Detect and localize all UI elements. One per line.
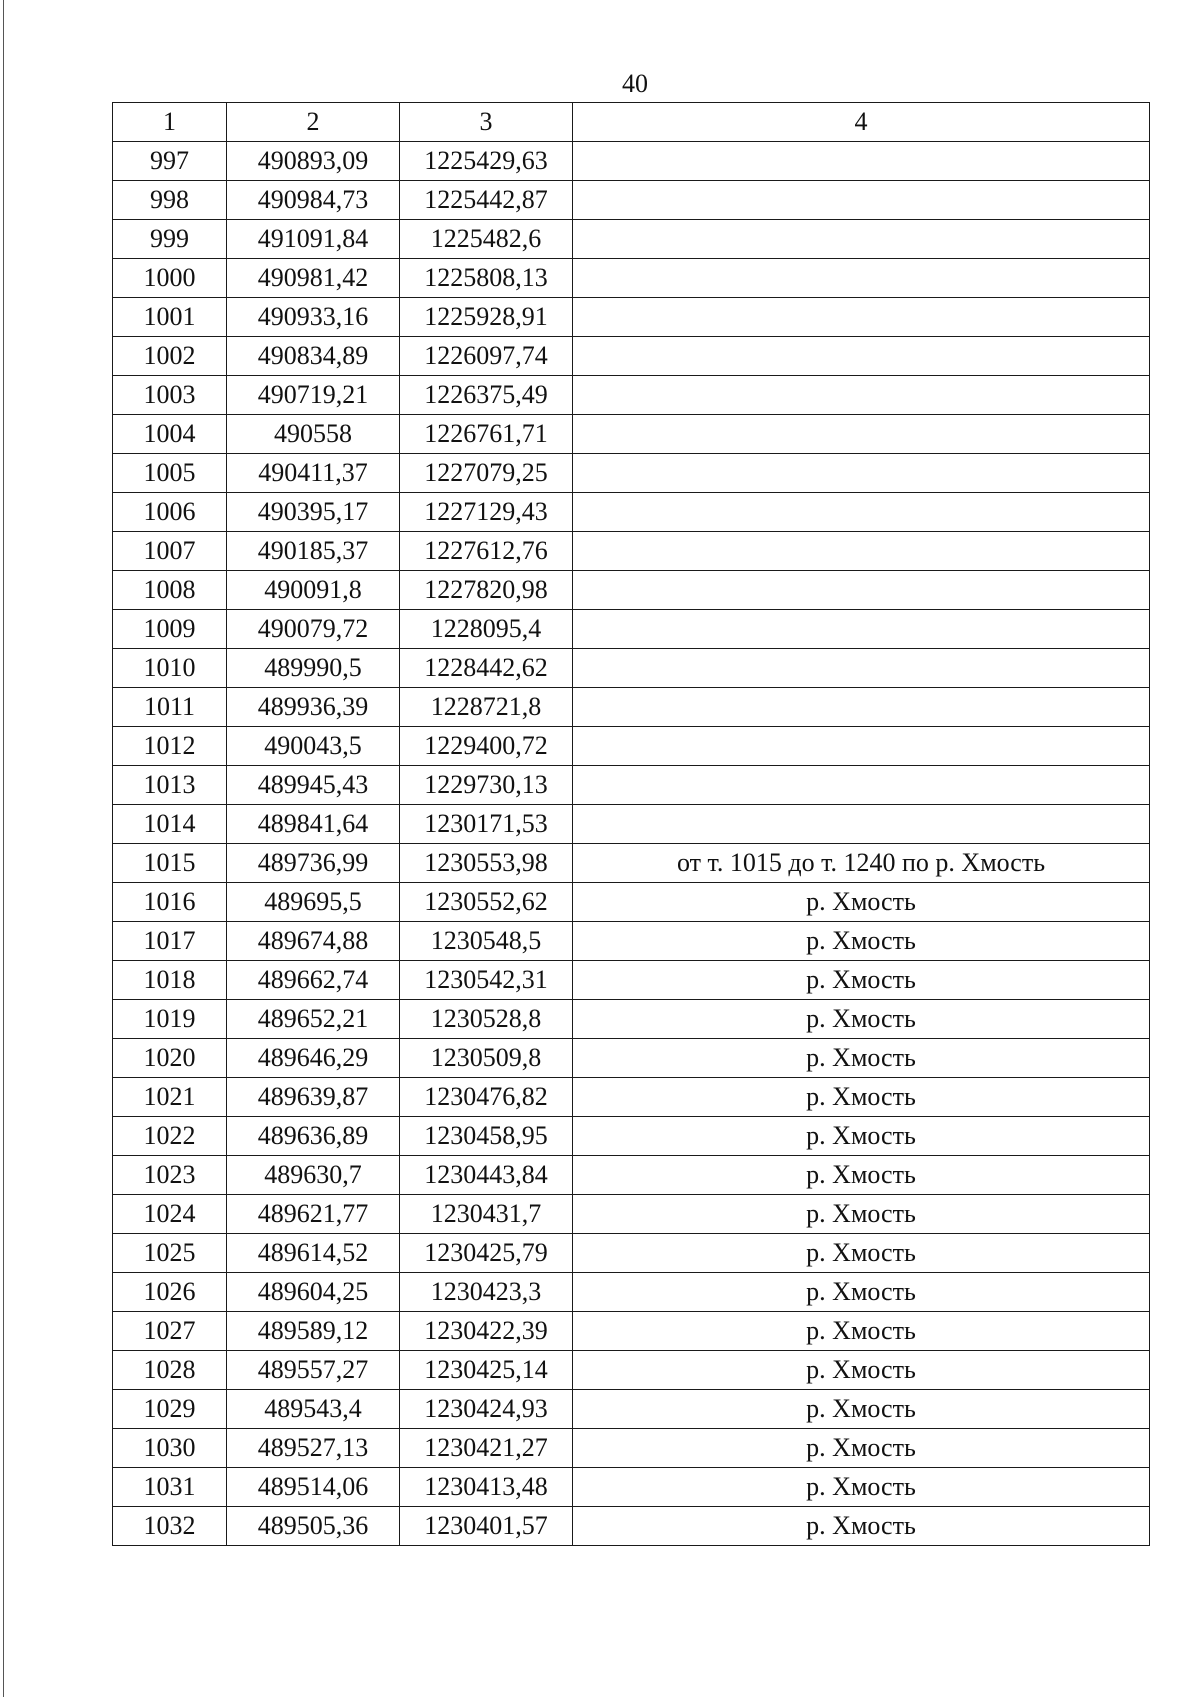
- description-cell: [573, 181, 1150, 220]
- x-coordinate-cell: 489936,39: [227, 688, 400, 727]
- column-header: 2: [227, 103, 400, 142]
- point-number-cell: 1031: [113, 1468, 227, 1507]
- table-header-row: [113, 103, 1150, 142]
- table-row: [113, 844, 1150, 883]
- table-body: [113, 142, 1150, 1546]
- point-number-cell: 1008: [113, 571, 227, 610]
- y-coordinate-cell: 1225482,6: [400, 220, 573, 259]
- x-coordinate-cell: 490719,21: [227, 376, 400, 415]
- coordinates-table: [112, 102, 1150, 1546]
- y-coordinate-cell: 1230443,84: [400, 1156, 573, 1195]
- y-coordinate-cell: 1230528,8: [400, 1000, 573, 1039]
- table-row: [113, 727, 1150, 766]
- point-number-cell: 1017: [113, 922, 227, 961]
- description-cell: р. Хмость: [573, 1468, 1150, 1507]
- y-coordinate-cell: 1230542,31: [400, 961, 573, 1000]
- x-coordinate-cell: 489505,36: [227, 1507, 400, 1546]
- x-coordinate-cell: 491091,84: [227, 220, 400, 259]
- point-number-cell: 1004: [113, 415, 227, 454]
- table-row: [113, 1117, 1150, 1156]
- y-coordinate-cell: 1225442,87: [400, 181, 573, 220]
- table-row: [113, 220, 1150, 259]
- x-coordinate-cell: 489630,7: [227, 1156, 400, 1195]
- description-cell: р. Хмость: [573, 1273, 1150, 1312]
- x-coordinate-cell: 489589,12: [227, 1312, 400, 1351]
- point-number-cell: 1019: [113, 1000, 227, 1039]
- description-cell: [573, 376, 1150, 415]
- table-row: [113, 1234, 1150, 1273]
- y-coordinate-cell: 1230425,14: [400, 1351, 573, 1390]
- table-row: [113, 571, 1150, 610]
- table-row: [113, 1390, 1150, 1429]
- y-coordinate-cell: 1230171,53: [400, 805, 573, 844]
- y-coordinate-cell: 1230421,27: [400, 1429, 573, 1468]
- x-coordinate-cell: 489557,27: [227, 1351, 400, 1390]
- x-coordinate-cell: 490411,37: [227, 454, 400, 493]
- table-row: [113, 649, 1150, 688]
- x-coordinate-cell: 490558: [227, 415, 400, 454]
- table-row: [113, 532, 1150, 571]
- x-coordinate-cell: 490893,09: [227, 142, 400, 181]
- y-coordinate-cell: 1230431,7: [400, 1195, 573, 1234]
- table-row: [113, 688, 1150, 727]
- x-coordinate-cell: 489695,5: [227, 883, 400, 922]
- table-row: [113, 1078, 1150, 1117]
- description-cell: р. Хмость: [573, 883, 1150, 922]
- table-row: [113, 922, 1150, 961]
- x-coordinate-cell: 489514,06: [227, 1468, 400, 1507]
- x-coordinate-cell: 489604,25: [227, 1273, 400, 1312]
- x-coordinate-cell: 489945,43: [227, 766, 400, 805]
- description-cell: [573, 259, 1150, 298]
- y-coordinate-cell: 1230413,48: [400, 1468, 573, 1507]
- x-coordinate-cell: 490091,8: [227, 571, 400, 610]
- x-coordinate-cell: 489639,87: [227, 1078, 400, 1117]
- x-coordinate-cell: 490834,89: [227, 337, 400, 376]
- point-number-cell: 1028: [113, 1351, 227, 1390]
- x-coordinate-cell: 490043,5: [227, 727, 400, 766]
- y-coordinate-cell: 1227079,25: [400, 454, 573, 493]
- y-coordinate-cell: 1230552,62: [400, 883, 573, 922]
- x-coordinate-cell: 489543,4: [227, 1390, 400, 1429]
- y-coordinate-cell: 1230476,82: [400, 1078, 573, 1117]
- y-coordinate-cell: 1227612,76: [400, 532, 573, 571]
- point-number-cell: 1006: [113, 493, 227, 532]
- y-coordinate-cell: 1230548,5: [400, 922, 573, 961]
- description-cell: р. Хмость: [573, 1078, 1150, 1117]
- description-cell: [573, 649, 1150, 688]
- description-cell: [573, 220, 1150, 259]
- point-number-cell: 1029: [113, 1390, 227, 1429]
- y-coordinate-cell: 1225429,63: [400, 142, 573, 181]
- y-coordinate-cell: 1228095,4: [400, 610, 573, 649]
- description-cell: [573, 571, 1150, 610]
- point-number-cell: 997: [113, 142, 227, 181]
- y-coordinate-cell: 1227129,43: [400, 493, 573, 532]
- y-coordinate-cell: 1230425,79: [400, 1234, 573, 1273]
- description-cell: р. Хмость: [573, 1507, 1150, 1546]
- table-row: [113, 1351, 1150, 1390]
- point-number-cell: 1023: [113, 1156, 227, 1195]
- description-cell: [573, 727, 1150, 766]
- description-cell: р. Хмость: [573, 1000, 1150, 1039]
- description-cell: [573, 532, 1150, 571]
- table-row: [113, 766, 1150, 805]
- x-coordinate-cell: 490185,37: [227, 532, 400, 571]
- table-row: [113, 1273, 1150, 1312]
- x-coordinate-cell: 489646,29: [227, 1039, 400, 1078]
- table-row: [113, 1507, 1150, 1546]
- x-coordinate-cell: 490395,17: [227, 493, 400, 532]
- description-cell: р. Хмость: [573, 1390, 1150, 1429]
- point-number-cell: 1002: [113, 337, 227, 376]
- y-coordinate-cell: 1230401,57: [400, 1507, 573, 1546]
- column-header: 3: [400, 103, 573, 142]
- x-coordinate-cell: 490984,73: [227, 181, 400, 220]
- table-row: [113, 454, 1150, 493]
- description-cell: р. Хмость: [573, 1312, 1150, 1351]
- description-cell: р. Хмость: [573, 1039, 1150, 1078]
- table-row: [113, 1156, 1150, 1195]
- description-cell: [573, 493, 1150, 532]
- y-coordinate-cell: 1230424,93: [400, 1390, 573, 1429]
- point-number-cell: 1012: [113, 727, 227, 766]
- column-header: 1: [113, 103, 227, 142]
- x-coordinate-cell: 489736,99: [227, 844, 400, 883]
- description-cell: [573, 298, 1150, 337]
- y-coordinate-cell: 1228721,8: [400, 688, 573, 727]
- point-number-cell: 1030: [113, 1429, 227, 1468]
- table-row: [113, 493, 1150, 532]
- point-number-cell: 1020: [113, 1039, 227, 1078]
- description-cell: р. Хмость: [573, 1195, 1150, 1234]
- x-coordinate-cell: 490981,42: [227, 259, 400, 298]
- description-cell: р. Хмость: [573, 1429, 1150, 1468]
- description-cell: [573, 415, 1150, 454]
- y-coordinate-cell: 1226761,71: [400, 415, 573, 454]
- y-coordinate-cell: 1230458,95: [400, 1117, 573, 1156]
- point-number-cell: 1003: [113, 376, 227, 415]
- x-coordinate-cell: 489621,77: [227, 1195, 400, 1234]
- table-row: [113, 298, 1150, 337]
- page-edge-line: [3, 0, 4, 1697]
- description-cell: [573, 805, 1150, 844]
- table-row: [113, 883, 1150, 922]
- x-coordinate-cell: 489652,21: [227, 1000, 400, 1039]
- point-number-cell: 1011: [113, 688, 227, 727]
- x-coordinate-cell: 489636,89: [227, 1117, 400, 1156]
- x-coordinate-cell: 489662,74: [227, 961, 400, 1000]
- y-coordinate-cell: 1229730,13: [400, 766, 573, 805]
- point-number-cell: 998: [113, 181, 227, 220]
- point-number-cell: 1027: [113, 1312, 227, 1351]
- y-coordinate-cell: 1228442,62: [400, 649, 573, 688]
- point-number-cell: 1009: [113, 610, 227, 649]
- column-header: 4: [573, 103, 1150, 142]
- point-number-cell: 1021: [113, 1078, 227, 1117]
- x-coordinate-cell: 489841,64: [227, 805, 400, 844]
- point-number-cell: 1014: [113, 805, 227, 844]
- point-number-cell: 1026: [113, 1273, 227, 1312]
- table-row: [113, 415, 1150, 454]
- table-row: [113, 1468, 1150, 1507]
- x-coordinate-cell: 489527,13: [227, 1429, 400, 1468]
- y-coordinate-cell: 1230553,98: [400, 844, 573, 883]
- table-row: [113, 1039, 1150, 1078]
- x-coordinate-cell: 489674,88: [227, 922, 400, 961]
- table-row: [113, 259, 1150, 298]
- y-coordinate-cell: 1230422,39: [400, 1312, 573, 1351]
- point-number-cell: 1018: [113, 961, 227, 1000]
- point-number-cell: 1007: [113, 532, 227, 571]
- table-row: [113, 181, 1150, 220]
- description-cell: р. Хмость: [573, 961, 1150, 1000]
- y-coordinate-cell: 1226097,74: [400, 337, 573, 376]
- x-coordinate-cell: 490933,16: [227, 298, 400, 337]
- table-row: [113, 610, 1150, 649]
- x-coordinate-cell: 489614,52: [227, 1234, 400, 1273]
- table-row: [113, 1429, 1150, 1468]
- point-number-cell: 1022: [113, 1117, 227, 1156]
- table-row: [113, 376, 1150, 415]
- point-number-cell: 1010: [113, 649, 227, 688]
- y-coordinate-cell: 1230509,8: [400, 1039, 573, 1078]
- description-cell: р. Хмость: [573, 1156, 1150, 1195]
- y-coordinate-cell: 1225928,91: [400, 298, 573, 337]
- point-number-cell: 1000: [113, 259, 227, 298]
- description-cell: р. Хмость: [573, 1117, 1150, 1156]
- y-coordinate-cell: 1229400,72: [400, 727, 573, 766]
- y-coordinate-cell: 1225808,13: [400, 259, 573, 298]
- description-cell: [573, 337, 1150, 376]
- table-row: [113, 1195, 1150, 1234]
- table-row: [113, 142, 1150, 181]
- description-cell: [573, 766, 1150, 805]
- description-cell: р. Хмость: [573, 1234, 1150, 1273]
- page-number: 40: [622, 69, 648, 98]
- description-cell: от т. 1015 до т. 1240 по р. Хмость: [573, 844, 1150, 883]
- description-cell: [573, 454, 1150, 493]
- y-coordinate-cell: 1230423,3: [400, 1273, 573, 1312]
- point-number-cell: 999: [113, 220, 227, 259]
- point-number-cell: 1032: [113, 1507, 227, 1546]
- point-number-cell: 1025: [113, 1234, 227, 1273]
- table-row: [113, 1000, 1150, 1039]
- y-coordinate-cell: 1227820,98: [400, 571, 573, 610]
- table-row: [113, 805, 1150, 844]
- point-number-cell: 1013: [113, 766, 227, 805]
- x-coordinate-cell: 489990,5: [227, 649, 400, 688]
- table-row: [113, 337, 1150, 376]
- point-number-cell: 1024: [113, 1195, 227, 1234]
- point-number-cell: 1005: [113, 454, 227, 493]
- y-coordinate-cell: 1226375,49: [400, 376, 573, 415]
- table-row: [113, 961, 1150, 1000]
- point-number-cell: 1001: [113, 298, 227, 337]
- point-number-cell: 1015: [113, 844, 227, 883]
- description-cell: [573, 610, 1150, 649]
- table-row: [113, 1312, 1150, 1351]
- description-cell: [573, 688, 1150, 727]
- point-number-cell: 1016: [113, 883, 227, 922]
- description-cell: р. Хмость: [573, 1351, 1150, 1390]
- description-cell: [573, 142, 1150, 181]
- description-cell: р. Хмость: [573, 922, 1150, 961]
- x-coordinate-cell: 490079,72: [227, 610, 400, 649]
